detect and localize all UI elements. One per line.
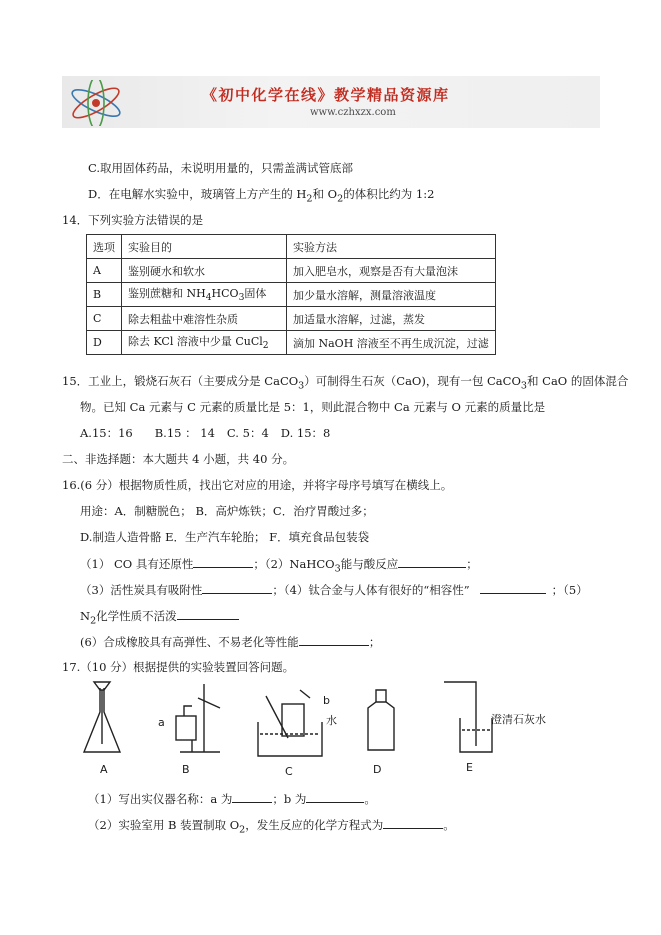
answer-blank-2[interactable] (398, 555, 466, 568)
q16-uses-line2: D.制造人造骨骼 E．生产汽车轮胎； F．填充食品包装袋 (80, 530, 370, 544)
figure-label-limewater: 澄清石灰水 (491, 713, 546, 726)
figure-label-A: A (100, 763, 108, 776)
q13-option-d: D．在电解水实验中，玻璃管上方产生的 $H_2$和 $O_2$的体积比约为 1:2 (88, 187, 435, 205)
q15-option-a: A.15：16 (80, 426, 133, 440)
q16-line-4: (6）合成橡胶具有高弹性、不易老化等性能 ； (80, 635, 381, 649)
q17-sub2: （2）实验室用 B 装置制取 $O_2$，发生反应的化学方程式为 。 (88, 818, 455, 836)
answer-blank-3[interactable] (202, 581, 272, 594)
answer-blank-6[interactable] (299, 633, 369, 646)
apparatus-c-trough-icon (258, 690, 322, 756)
answer-blank-1[interactable] (193, 555, 253, 568)
answer-blank-b[interactable] (306, 790, 364, 803)
q16-line-3: $N_2$化学性质不活泼 (80, 607, 239, 629)
banner-title: 《初中化学在线》教学精品资源库 (202, 86, 450, 104)
q17-sub1: （1）写出实仪器名称：a 为 ；b 为 。 (88, 792, 376, 806)
q16-uses-line1: 用途：A．制糖脱色； B．高炉炼铁；C．治疗胃酸过多； (80, 504, 374, 518)
q15-stem-line1: 15．工业上，锻烧石灰石（主要成分是 CaCO$_3$）可制得生石灰（CaO)，现有一包 CaCO$_3$和 CaO 的固体混合 (62, 374, 629, 392)
figure-label-water: 水 (326, 714, 337, 727)
row-purpose: 除去 KCl 溶液中少量 CuCl$_2$ (122, 331, 287, 355)
table-row (87, 283, 496, 307)
q16-stem: 16.(6 分）根据物质性质，找出它对应的用途，并将字母序号填写在横线上。 (62, 478, 453, 492)
q15-option-c: C. 5：4 (226, 426, 269, 440)
header-method: 实验方法 (287, 235, 496, 259)
q16-line-1: （1） CO 具有还原性 ；（2）NaHCO$_3$能与酸反应 ； (80, 557, 478, 575)
q13-option-c: C.取用固体药品，未说明用量的，只需盖满试管底部 (88, 161, 354, 175)
row-option: D (87, 331, 122, 355)
figure-label-E: E (466, 761, 473, 774)
table-row (87, 259, 496, 283)
q14-table (86, 234, 496, 355)
answer-blank-4[interactable] (480, 581, 546, 594)
answer-blank-a[interactable] (232, 790, 272, 803)
q15-options (80, 425, 330, 441)
header-option: 选项 (87, 235, 122, 259)
header-purpose: 实验目的 (122, 235, 287, 259)
row-option: C (87, 307, 122, 331)
answer-blank-5[interactable] (177, 607, 239, 620)
table-header-row (87, 235, 496, 259)
table-row (87, 331, 496, 355)
atom-logo-icon (66, 80, 126, 126)
table-row (87, 307, 496, 331)
row-method: 加适量水溶解，过滤，蒸发 (287, 307, 496, 331)
row-option: A (87, 259, 122, 283)
answer-blank-equation[interactable] (383, 816, 443, 829)
figure-label-b: b (323, 694, 330, 707)
row-method: 滴加 NaOH 溶液至不再生成沉淀，过滤 (287, 331, 496, 355)
figure-label-a: a (158, 716, 165, 729)
row-purpose: 除去粗盐中难溶性杂质 (122, 307, 287, 331)
apparatus-e-beaker-icon (444, 682, 492, 752)
q17-stem: 17.（10 分）根据提供的实验装置回答问题。 (62, 660, 295, 674)
q16-line-2: （3）活性炭具有吸附性 ；（4）钛合金与人体有很好的“相容性” ；（5） (80, 583, 588, 597)
figure-label-B: B (182, 763, 190, 776)
section-two-heading: 二、非选择题：本大题共 4 小题，共 40 分。 (62, 452, 295, 466)
q15-stem-line2: 物。已知 Ca 元素与 C 元素的质量比是 5：1，则此混合物中 Ca 元素与 O 元素的质量比是 (80, 400, 546, 414)
apparatus-d-bottle-icon (368, 690, 394, 750)
apparatus-a-flask-icon (84, 682, 120, 752)
apparatus-b-stand-icon (176, 684, 220, 752)
row-method: 加少量水溶解，测量溶液温度 (287, 283, 496, 307)
q14-stem: 14．下列实验方法错误的是 (62, 213, 204, 227)
figure-label-C: C (285, 765, 293, 778)
q15-option-d: D. 15：8 (280, 426, 331, 440)
row-option: B (87, 283, 122, 307)
q15-option-b: B.15 ： 14 (154, 426, 215, 440)
row-method: 加入肥皂水，观察是否有大量泡沫 (287, 259, 496, 283)
row-purpose: 鉴别蔗糖和 $NH_4HCO_3$固体 (122, 283, 287, 307)
banner-url: www.czhxzx.com (310, 107, 396, 118)
figure-label-D: D (373, 763, 382, 776)
lab-apparatus-figure (80, 678, 580, 778)
row-purpose: 鉴别硬水和软水 (122, 259, 287, 283)
